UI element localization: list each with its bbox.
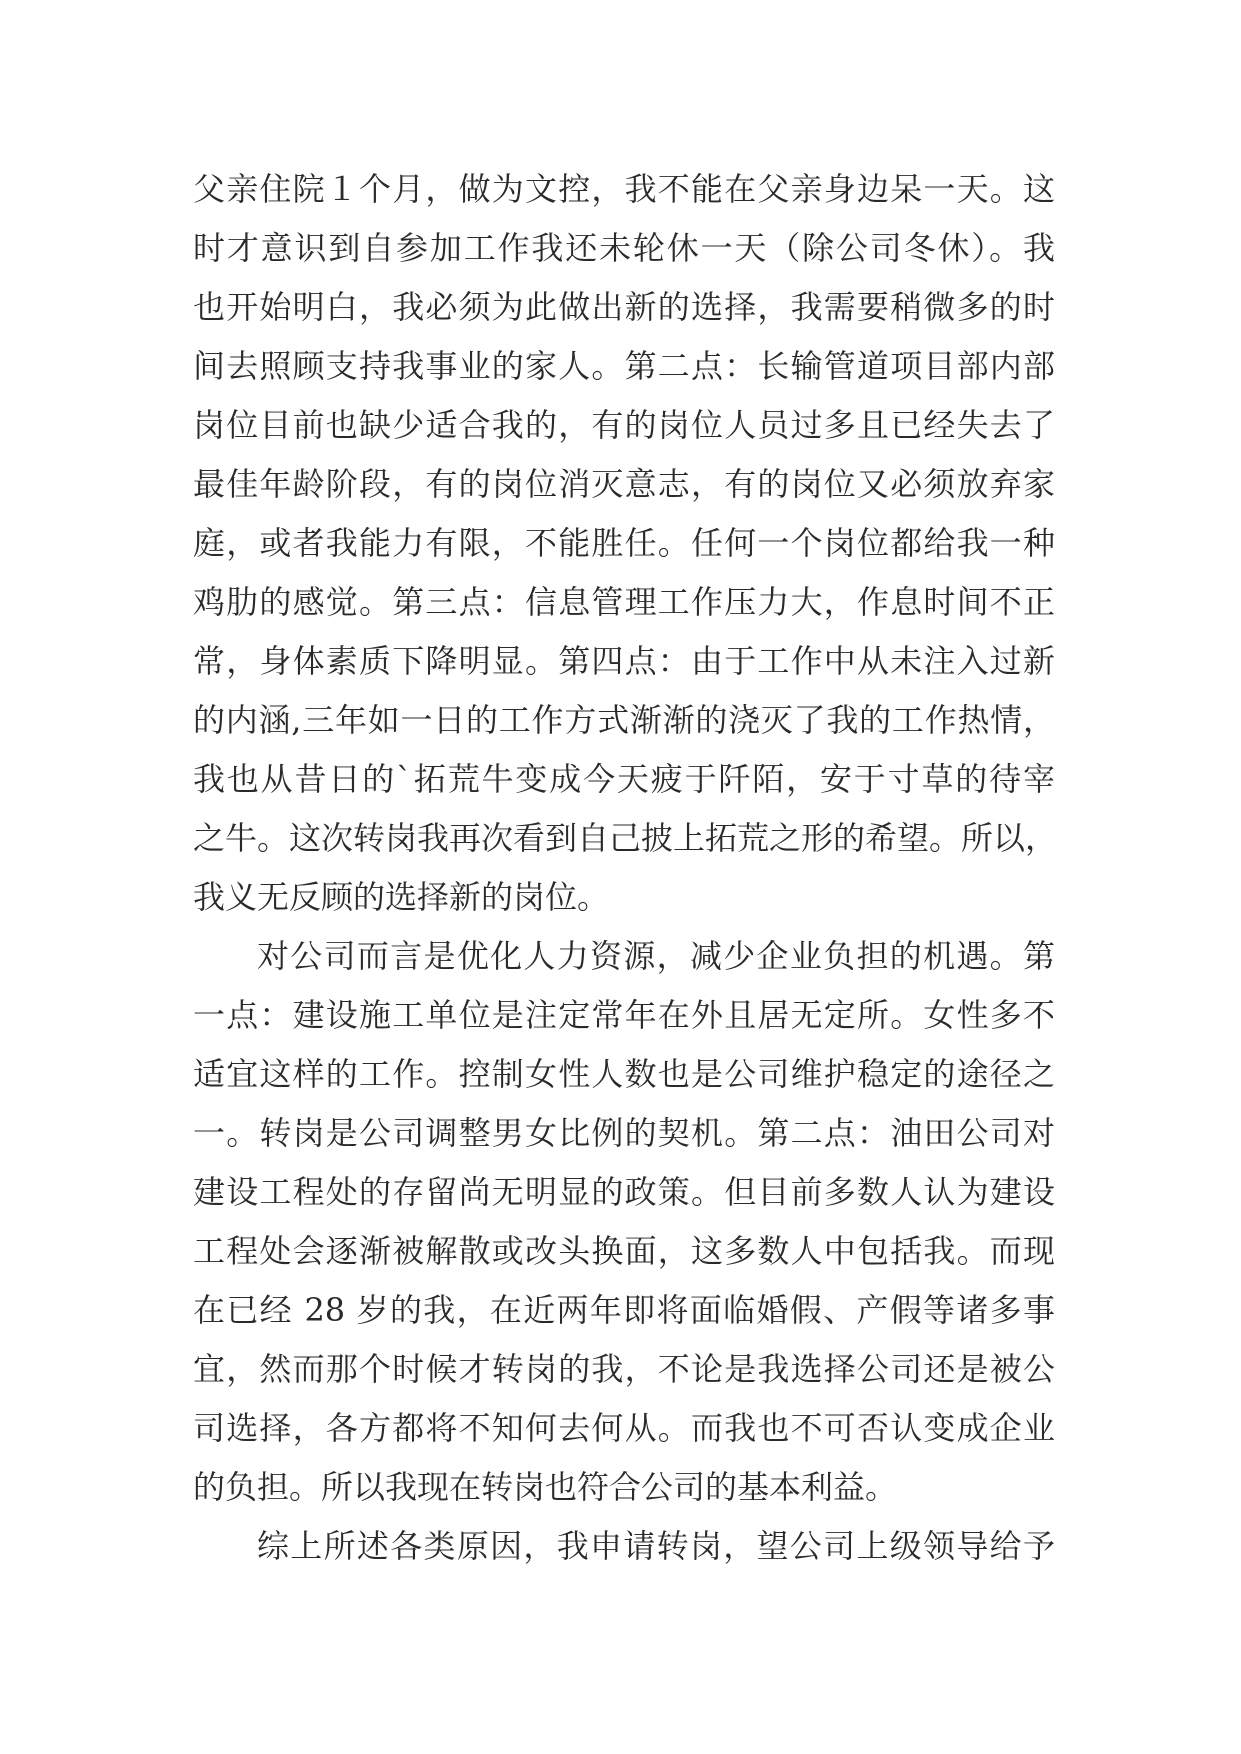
text-line: 间去照顾支持我事业的家人。第二点：长输管道项目部内部: [193, 347, 1055, 385]
text-line: 宜，然而那个时候才转岗的我，不论是我选择公司还是被公: [193, 1350, 1055, 1388]
text-line: 父亲住院１个月，做为文控，我不能在父亲身边呆一天。这: [193, 170, 1055, 208]
text-line: 时才意识到自参加工作我还未轮休一天（除公司冬休）。我: [193, 229, 1055, 267]
text-line: 之牛。这次转岗我再次看到自己披上拓荒之形的希望。所以，: [193, 819, 1058, 857]
paragraph-2: [193, 927, 1055, 1517]
text-line: 综上所述各类原因，我申请转岗，望公司上级领导给予: [257, 1527, 1055, 1565]
text-line: 也开始明白，我必须为此做出新的选择，我需要稍微多的时: [193, 288, 1055, 326]
text-line: 的负担。所以我现在转岗也符合公司的基本利益。: [193, 1468, 898, 1506]
text-line: 一点：建设施工单位是注定常年在外且居无定所。女性多不: [193, 996, 1055, 1034]
text-line: 庭，或者我能力有限，不能胜任。任何一个岗位都给我一种: [193, 524, 1055, 562]
text-line: 岗位目前也缺少适合我的，有的岗位人员过多且已经失去了: [193, 406, 1055, 444]
paragraph-1: [193, 160, 1058, 927]
text-line: 司选择，各方都将不知何去何从。而我也不可否认变成企业: [193, 1409, 1055, 1447]
text-line: 对公司而言是优化人力资源，减少企业负担的机遇。第: [257, 937, 1055, 975]
text-line: 在已经 28 岁的我，在近两年即将面临婚假、产假等诸多事: [193, 1291, 1055, 1329]
paragraph-3: [193, 1517, 1055, 1576]
text-line: 一。转岗是公司调整男女比例的契机。第二点：油田公司对: [193, 1114, 1055, 1152]
text-line: 我义无反顾的选择新的岗位。: [193, 878, 610, 916]
document-body: [193, 160, 1058, 1576]
text-line: 建设工程处的存留尚无明显的政策。但目前多数人认为建设: [193, 1173, 1055, 1211]
text-line: 鸡肋的感觉。第三点：信息管理工作压力大，作息时间不正: [193, 583, 1055, 621]
text-line: 常，身体素质下降明显。第四点：由于工作中从未注入过新: [193, 642, 1055, 680]
text-line: 的内涵,三年如一日的工作方式渐渐的浇灭了我的工作热情，: [193, 701, 1055, 739]
text-line: 工程处会逐渐被解散或改头换面，这多数人中包括我。而现: [193, 1232, 1055, 1270]
text-line: 最佳年龄阶段，有的岗位消灭意志，有的岗位又必须放弃家: [193, 465, 1055, 503]
text-line: 适宜这样的工作。控制女性人数也是公司维护稳定的途径之: [193, 1055, 1055, 1093]
text-line: 我也从昔日的`拓荒牛变成今天疲于阡陌，安于寸草的待宰: [193, 760, 1055, 798]
